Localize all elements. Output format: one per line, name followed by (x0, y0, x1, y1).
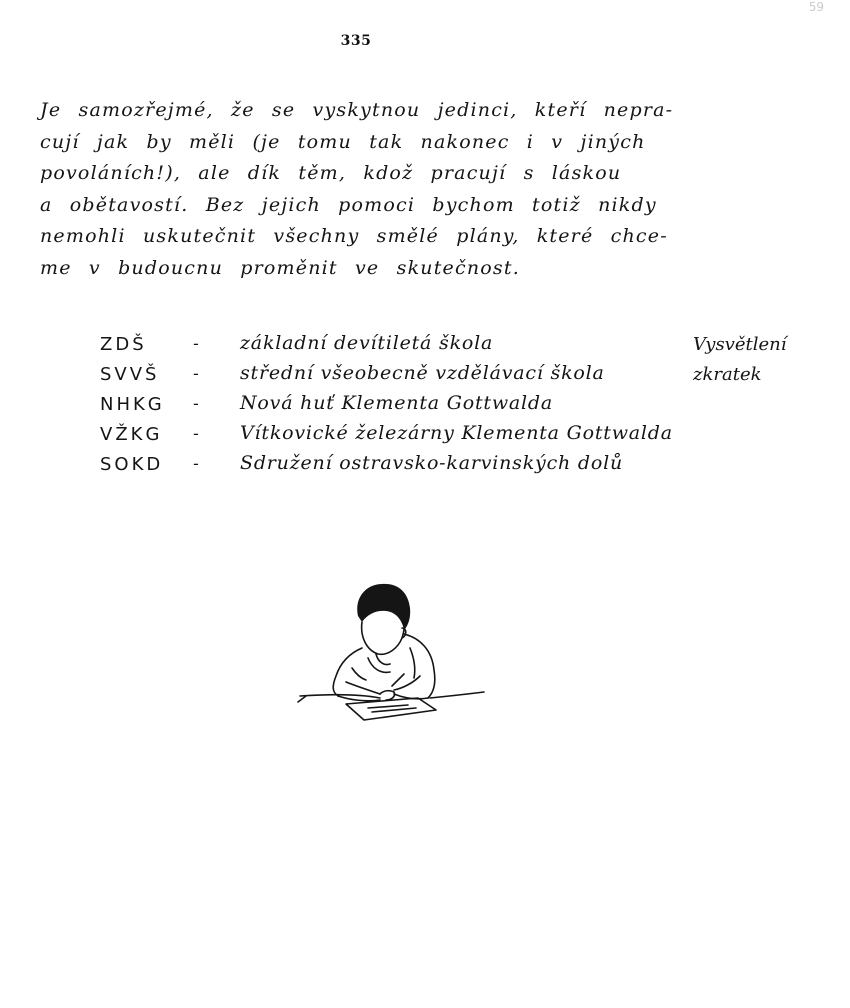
abbreviation-code: SOKD (100, 454, 164, 475)
abbreviation-row (100, 362, 700, 392)
abbreviation-code: VŽKG (100, 424, 163, 445)
abbreviation-row (100, 422, 700, 452)
abbreviation-row (100, 332, 700, 362)
paragraph-line: Je samozřejmé, že se vyskytnou jedinci, kteří nepra- (40, 99, 674, 121)
abbreviation-dash: - (193, 364, 199, 383)
abbreviation-list (100, 332, 700, 482)
abbreviation-dash: - (193, 334, 199, 353)
side-note-line: zkratek (693, 364, 762, 385)
abbreviation-code: NHKG (100, 394, 165, 415)
abbreviation-meaning: základní devítiletá škola (240, 332, 494, 354)
paragraph-line: a obětavostí. Bez jejich pomoci bychom totiž nikdy (40, 193, 657, 216)
abbreviation-meaning: Vítkovické železárny Klementa Gottwalda (240, 422, 673, 444)
paragraph-line: nemohli uskutečnit všechny smělé plány, které chce- (40, 225, 668, 247)
writing-person-illustration (280, 578, 490, 728)
side-note-line: Vysvětlení (693, 334, 787, 355)
abbreviation-code: ZDŠ (100, 334, 147, 355)
abbreviation-dash: - (193, 454, 199, 473)
abbreviation-row (100, 392, 700, 422)
abbreviation-code: SVVŠ (100, 364, 160, 385)
handwritten-paragraph (40, 95, 690, 284)
abbreviations-side-note (693, 330, 813, 390)
abbreviation-meaning: Sdružení ostravsko-karvinských dolů (240, 452, 623, 474)
corner-mark: 59 (808, 0, 824, 14)
paragraph-line: me v budoucnu proměnit ve skutečnost. (40, 256, 520, 279)
page-number: 335 (340, 33, 372, 49)
paragraph-line: cují jak by měli (je tomu tak nakonec i v jiných (40, 130, 646, 153)
abbreviation-row (100, 452, 700, 482)
abbreviation-meaning: Nová huť Klementa Gottwalda (240, 392, 553, 414)
paragraph-line: povoláních!), ale dík těm, kdož pracují s láskou (40, 162, 622, 184)
abbreviation-meaning: střední všeobecně vzdělávací škola (240, 362, 605, 384)
abbreviation-dash: - (193, 394, 199, 413)
abbreviation-dash: - (193, 424, 199, 443)
